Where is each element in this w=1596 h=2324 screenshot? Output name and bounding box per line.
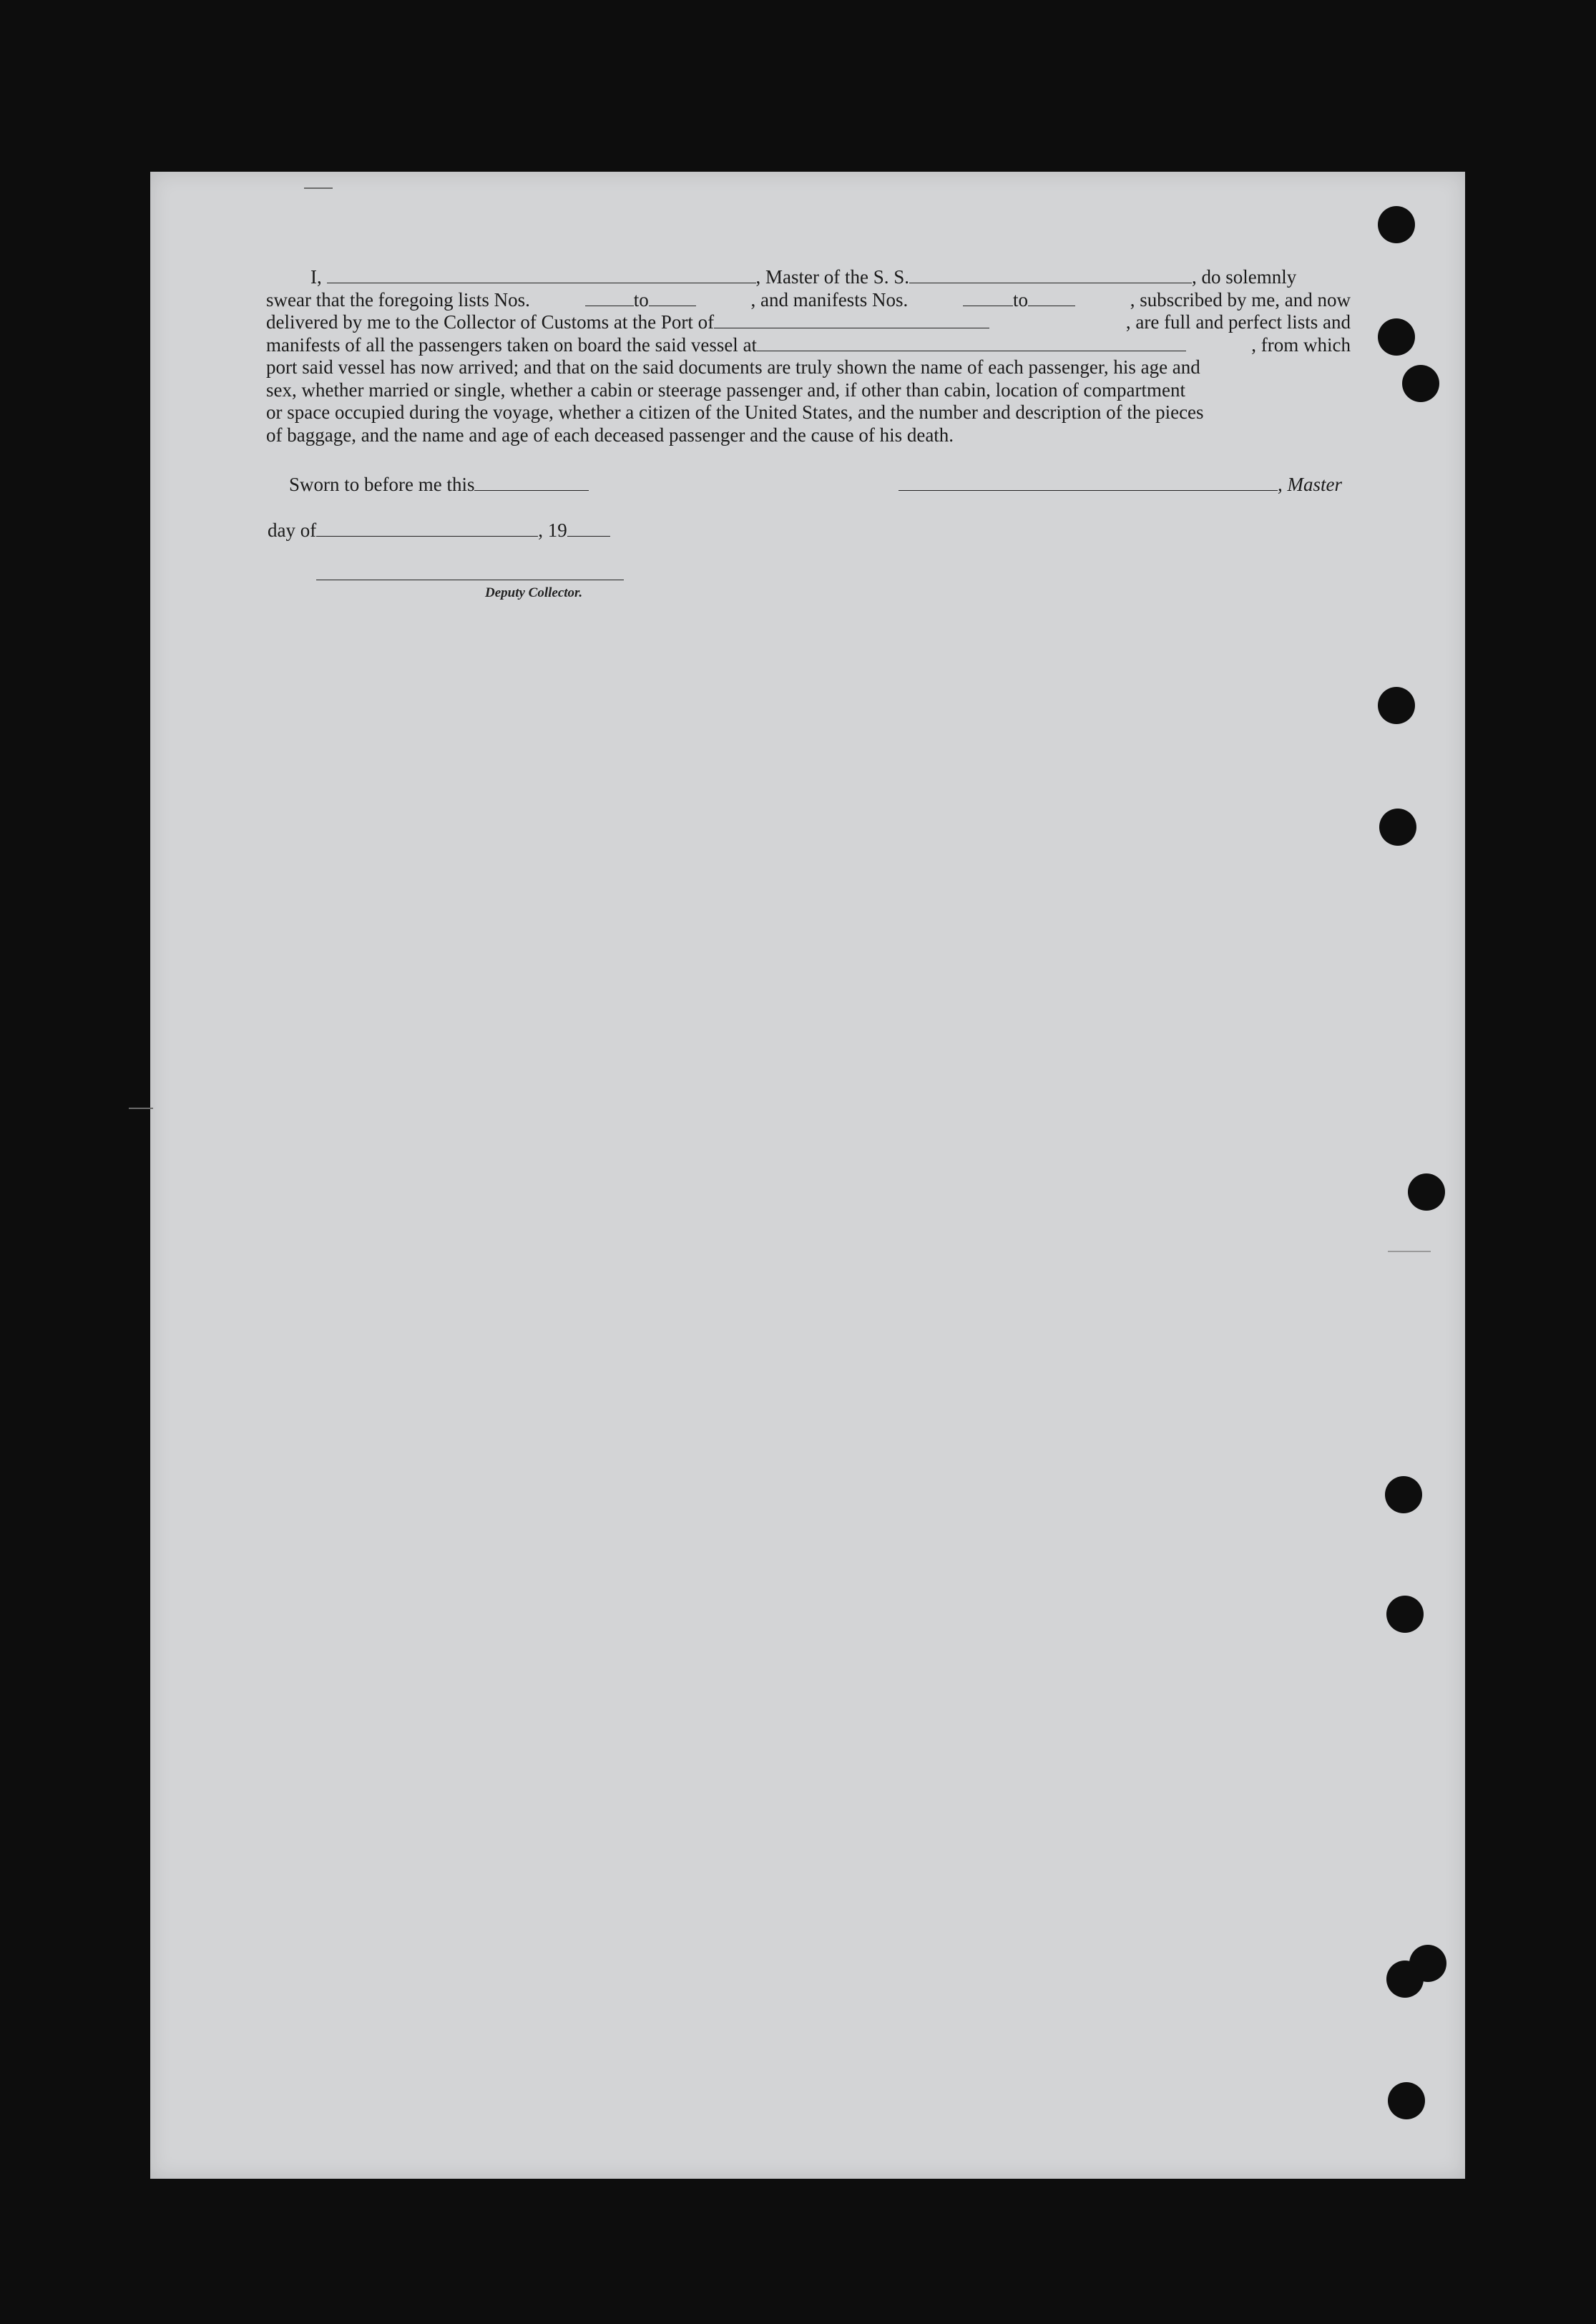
sworn-label: Sworn to before me this <box>289 474 475 495</box>
paper-mark <box>129 1108 153 1109</box>
binder-hole <box>1385 1476 1422 1513</box>
oath-line <box>266 311 1351 334</box>
port-blank[interactable] <box>714 312 989 328</box>
master-signature-line <box>899 474 1342 496</box>
oath-text: sex, whether married or single, whether a cabin or steerage passenger and, if other than cabin, location of compartment <box>266 379 1186 401</box>
oath-line <box>266 334 1351 357</box>
oath-text: , are full and perfect lists and <box>1125 311 1351 333</box>
oath-text: to <box>1012 288 1028 311</box>
master-name-blank[interactable] <box>327 267 756 283</box>
oath-text: , from which <box>1251 333 1351 356</box>
oath-text: I, <box>310 266 322 288</box>
binder-hole <box>1388 2082 1425 2119</box>
oath-text: , subscribed by me, and now <box>1130 288 1351 311</box>
day-of-label: day of <box>268 519 317 541</box>
oath-text: manifests of all the passengers taken on board the said vessel at <box>266 333 758 356</box>
master-signature-blank[interactable] <box>899 474 1278 491</box>
binder-hole <box>1386 1596 1424 1633</box>
ship-name-blank[interactable] <box>909 267 1192 283</box>
oath-text: , Master of the S. S. <box>755 266 909 288</box>
manifests-from-blank[interactable] <box>963 290 1013 306</box>
oath-paragraph <box>266 266 1351 446</box>
paper-mark <box>1388 1251 1431 1252</box>
oath-line <box>266 401 1351 424</box>
binder-hole <box>1378 318 1415 356</box>
binder-hole <box>1378 206 1415 243</box>
oath-text: , do solemnly <box>1191 266 1297 288</box>
year-blank[interactable] <box>567 520 610 537</box>
oath-text: port said vessel has now arrived; and that on the said documents are truly shown the name of each passenger, his age and <box>266 356 1200 378</box>
oath-line <box>266 424 1351 447</box>
oath-text: swear that the foregoing lists Nos. <box>266 288 530 311</box>
oath-line <box>266 356 1351 379</box>
binder-hole <box>1408 1173 1445 1211</box>
lists-to-blank[interactable] <box>649 290 696 306</box>
lists-from-blank[interactable] <box>585 290 634 306</box>
year-label: , 19 <box>538 519 567 541</box>
sworn-line <box>289 474 589 496</box>
paper-mark <box>304 187 333 189</box>
oath-text: of baggage, and the name and age of each deceased passenger and the cause of his death. <box>266 424 954 446</box>
binder-hole <box>1402 365 1439 402</box>
manifests-to-blank[interactable] <box>1028 290 1075 306</box>
oath-line <box>266 266 1351 289</box>
binder-hole <box>1378 687 1415 724</box>
sworn-day-blank[interactable] <box>474 474 589 491</box>
day-of-line <box>268 519 610 542</box>
oath-text: or space occupied during the voyage, whether a citizen of the United States, and the number and description of the pieces <box>266 401 1204 423</box>
oath-text: to <box>633 288 649 311</box>
oath-line <box>266 379 1351 402</box>
oath-line <box>266 289 1351 312</box>
binder-hole <box>1379 809 1416 846</box>
oath-text: , and manifests Nos. <box>750 288 909 311</box>
binder-hole <box>1409 1945 1446 1982</box>
month-blank[interactable] <box>316 520 538 537</box>
oath-text: delivered by me to the Collector of Customs at the Port of <box>266 311 715 333</box>
departure-port-blank[interactable] <box>757 335 1186 351</box>
master-label: , Master <box>1278 474 1342 495</box>
deputy-collector-label: Deputy Collector. <box>485 585 583 600</box>
form-sheet <box>150 172 1465 2179</box>
